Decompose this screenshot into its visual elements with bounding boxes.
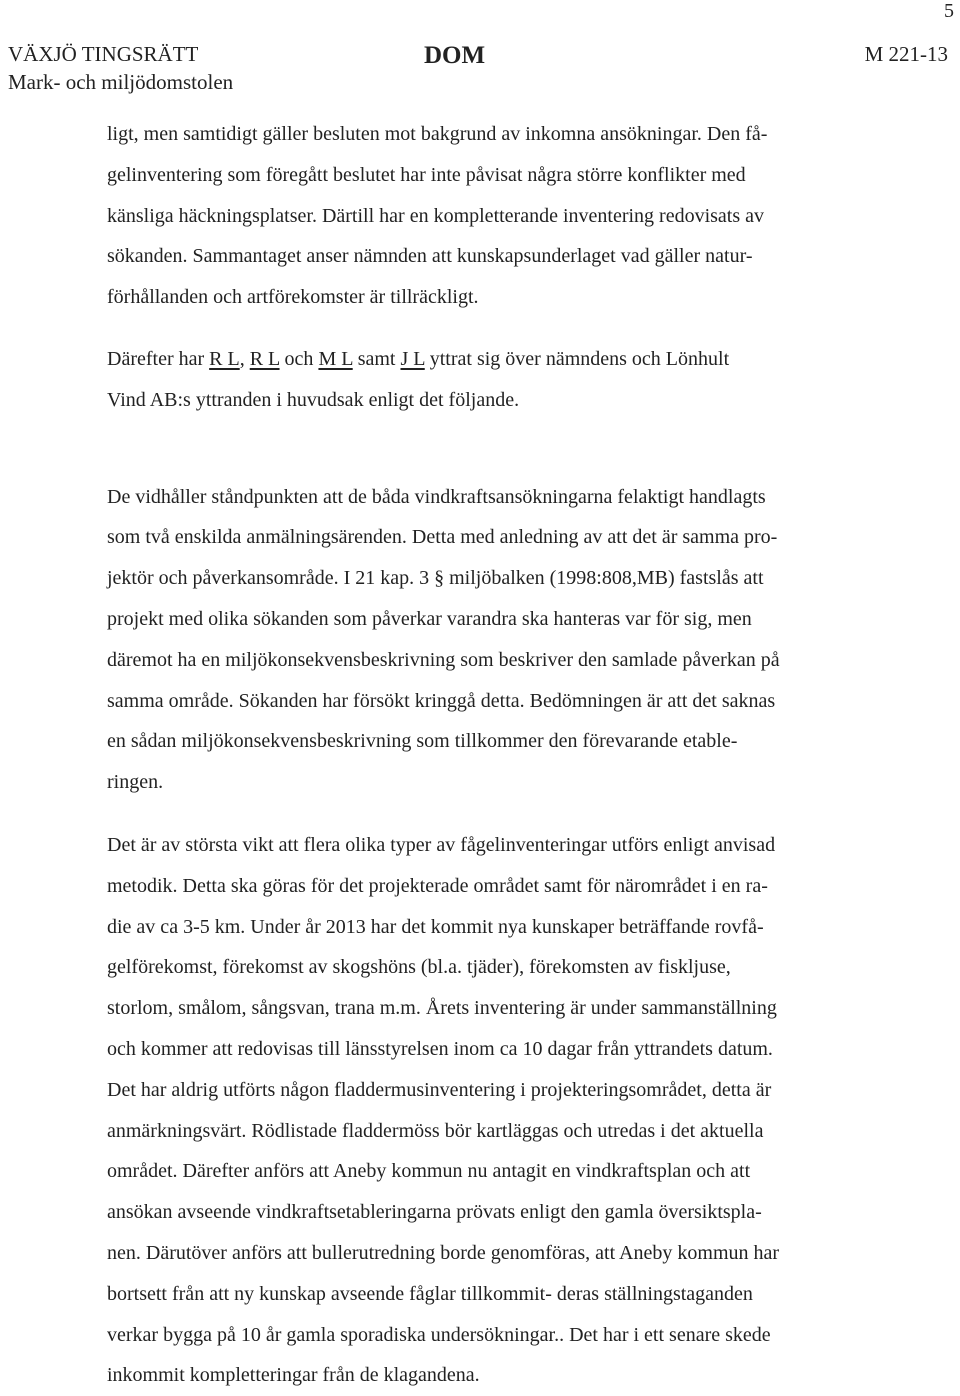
paragraph-4 [107,825,897,1396]
text-line: en sådan miljökonsekvensbeskrivning som tillkommer den förevarande etable- [107,730,738,753]
text-line: ligt, men samtidigt gäller besluten mot bakgrund av inkomna ansökningar. Den få- [107,123,768,145]
case-number: M 221-13 [864,42,948,66]
party-name: R L [209,347,240,370]
text-line: anmärkningsvärt. Rödlistade fladdermöss bör kartläggas och utredas i det aktuella [107,1119,764,1142]
document-body [107,114,897,1396]
text-span: yttrat sig över nämndens och Lönhult [424,347,730,370]
text-line: området. Därefter anförs att Aneby kommun nu antagit en vindkraftsplan och att [107,1160,751,1183]
text-span: , [239,347,250,370]
text-line: Det är av största vikt att flera olika typer av fågelinventeringar utförs enligt anvisad [107,833,776,856]
paragraph-1 [107,114,897,318]
document-header [8,40,948,100]
text-line: bortsett från att ny kunskap avseende fåglar tillkommit- deras ställningstaganden [107,1282,753,1305]
text-span: och [279,347,319,370]
text-line: jektör och påverkansområde. I 21 kap. 3 § miljöbalken (1998:808,MB) fastslås att [107,567,764,590]
text-line: känsliga häckningsplatser. Därtill har en kompletterande inventering redovisats av [107,204,765,227]
party-name: M L [318,347,353,370]
text-line: ringen. [107,771,164,794]
text-line: däremot ha en miljökonsekvensbeskrivning som beskriver den samlade påverkan på [107,648,780,671]
text-line: nen. Därutöver anförs att bullerutredning borde genomföras, att Aneby kommun har [107,1241,780,1264]
document-type: DOM [424,42,486,69]
page-number: 5 [944,0,954,22]
party-name: J L [400,347,425,370]
text-line: Det har aldrig utförts någon fladdermusinventering i projekteringsområdet, detta är [107,1078,772,1101]
text-line: sökanden. Sammantaget anser nämnden att kunskapsunderlaget vad gäller natur- [107,245,753,268]
text-line: samma område. Sökanden har försökt kringgå detta. Bedömningen är att det saknas [107,689,776,712]
text-line: gelförekomst, förekomst av skogshöns (bl.a. tjäder), förekomsten av fiskljuse, [107,956,731,979]
text-line: gelinventering som föregått beslutet har inte påvisat några större konflikter med [107,163,746,186]
text-line: projekt med olika sökanden som påverkar varandra ska hanteras var för sig, men [107,607,752,630]
text-line: De vidhåller ståndpunkten att de båda vindkraftsansökningarna felaktigt handlagts [107,485,766,508]
paragraph-3 [107,477,897,803]
text-line: och kommer att redovisas till länsstyrelsen inom ca 10 dagar från yttrandets datum. [107,1037,773,1060]
paragraph-2 [107,339,897,421]
text-line: förhållanden och artförekomster är tillräckligt. [107,286,479,309]
court-name: VÄXJÖ TINGSRÄTT [8,42,199,66]
text-line: inkommit kompletteringar från de klagandena. [107,1364,480,1387]
text-line: verkar bygga på 10 år gamla sporadiska undersökningar.. Det har i ett senare skede [107,1323,771,1346]
court-department: Mark- och miljödomstolen [8,70,234,94]
text-line: die av ca 3-5 km. Under år 2013 har det kommit nya kunskaper beträffande rovfå- [107,915,764,938]
text-line: ansökan avseende vindkraftsetableringarna prövats enligt den gamla översiktspla- [107,1201,762,1224]
text-line: Vind AB:s yttranden i huvudsak enligt det följande. [107,388,520,411]
text-span: samt [352,347,401,370]
text-line [107,339,897,380]
party-name: R L [249,347,280,370]
text-line: som två enskilda anmälningsärenden. Detta med anledning av att det är samma pro- [107,526,778,549]
text-line: metodik. Detta ska göras för det projekterade området samt för närområdet i en ra- [107,874,768,897]
text-line: storlom, smålom, sångsvan, trana m.m. Årets inventering är under sammanställning [107,997,777,1020]
text-span: Därefter har [107,347,210,370]
